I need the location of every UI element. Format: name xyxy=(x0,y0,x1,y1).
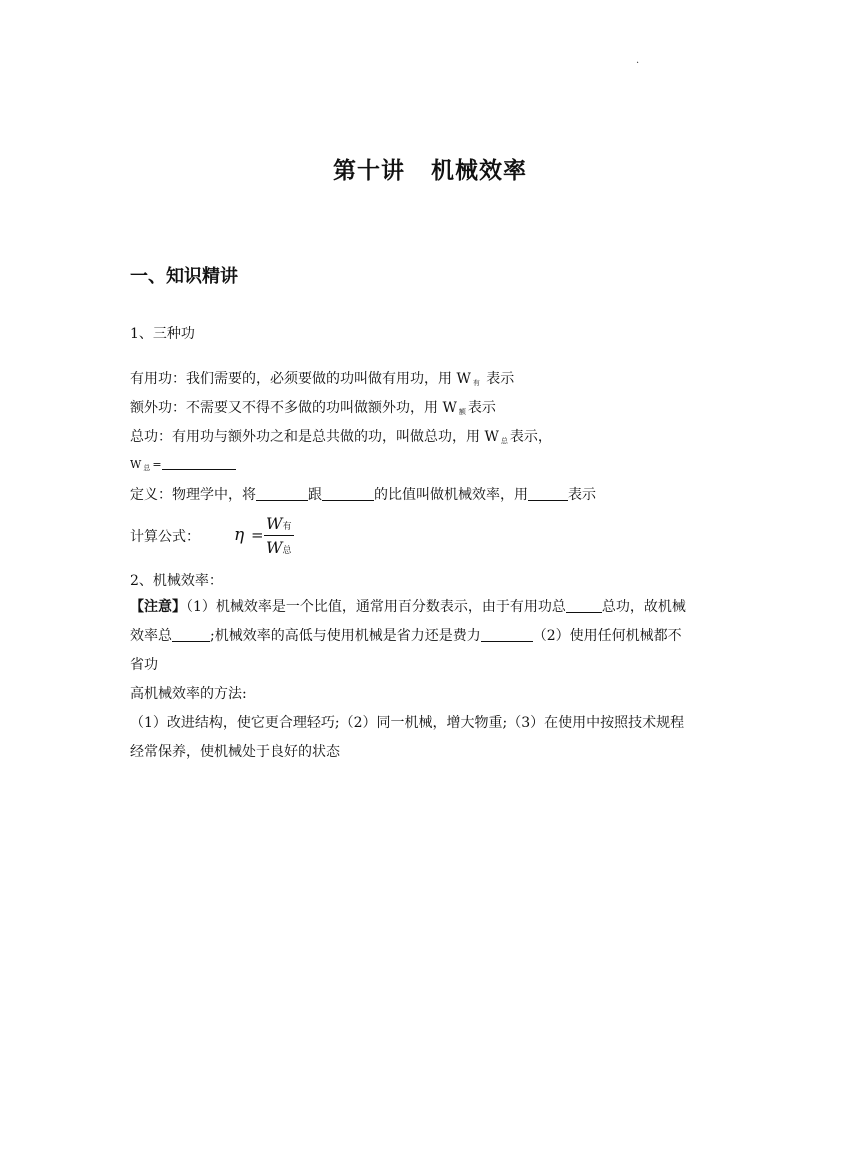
page-title xyxy=(0,152,860,185)
item-heading-three-works: 1、三种功 xyxy=(130,326,195,342)
formula-fraction xyxy=(234,512,294,560)
formula-label: 计算公式： xyxy=(130,529,200,545)
total-work-formula-line: W $_总$ = xyxy=(130,455,236,473)
subscript: 总 xyxy=(500,437,508,445)
extra-work-line: 额外功：不需要又不得不多做的功叫做额外功，用 W $_额$ 表示 xyxy=(130,400,496,416)
methods-paragraph: 高机械效率的方法: （1）改进结构，使它更合理轻巧;（2）同一机械，增大物重;（3）在使用中按照技术规程 经常保养，使机械处于良好的状态 xyxy=(130,686,685,760)
methods-heading: 高机械效率的方法: xyxy=(130,686,247,702)
section-heading: 一、知识精讲 xyxy=(130,266,238,287)
total-work-line: 总功：有用功与额外功之和是总共做的功，叫做总功，用 W $_总$ 表示， xyxy=(130,429,552,445)
equals-sign: = xyxy=(251,526,264,544)
fill-in-blank xyxy=(566,598,602,613)
header-dot: · xyxy=(636,58,640,69)
eta-symbol: η xyxy=(234,525,245,545)
definition-line: 定义：物理学中，将 跟 的比值叫做机械效率，用 表示 xyxy=(130,487,596,503)
denominator: W总 xyxy=(266,538,292,557)
fill-in-blank xyxy=(256,486,308,501)
note-paragraph: 【注意】（1）机械效率是一个比值，通常用百分数表示，由于有用功总 总功，故机械 效率总 ;机械效率的高低与使用机械是省力还是费力 （2）使用任何机械都不 省功 xyxy=(130,599,686,673)
item-heading-efficiency: 2、机械效率： xyxy=(130,573,223,589)
title-topic: 机械效率 xyxy=(431,158,527,184)
fill-in-blank xyxy=(172,627,210,642)
note-tag: 【注意】 xyxy=(130,599,186,615)
useful-work-line: 有用功：我们需要的，必须要做的功叫做有用功，用 W $_有$ 表示 xyxy=(130,371,515,387)
fill-in-blank xyxy=(322,486,374,501)
subscript: 额 xyxy=(458,408,466,416)
fill-in-blank xyxy=(162,455,236,470)
fill-in-blank xyxy=(481,627,533,642)
title-lecture-number: 第十讲 xyxy=(333,158,405,184)
subscript: 有 xyxy=(472,379,480,387)
fraction-bar xyxy=(264,535,294,536)
numerator: W有 xyxy=(266,514,292,533)
subscript: 总 xyxy=(143,464,151,472)
fill-in-blank xyxy=(528,486,568,501)
